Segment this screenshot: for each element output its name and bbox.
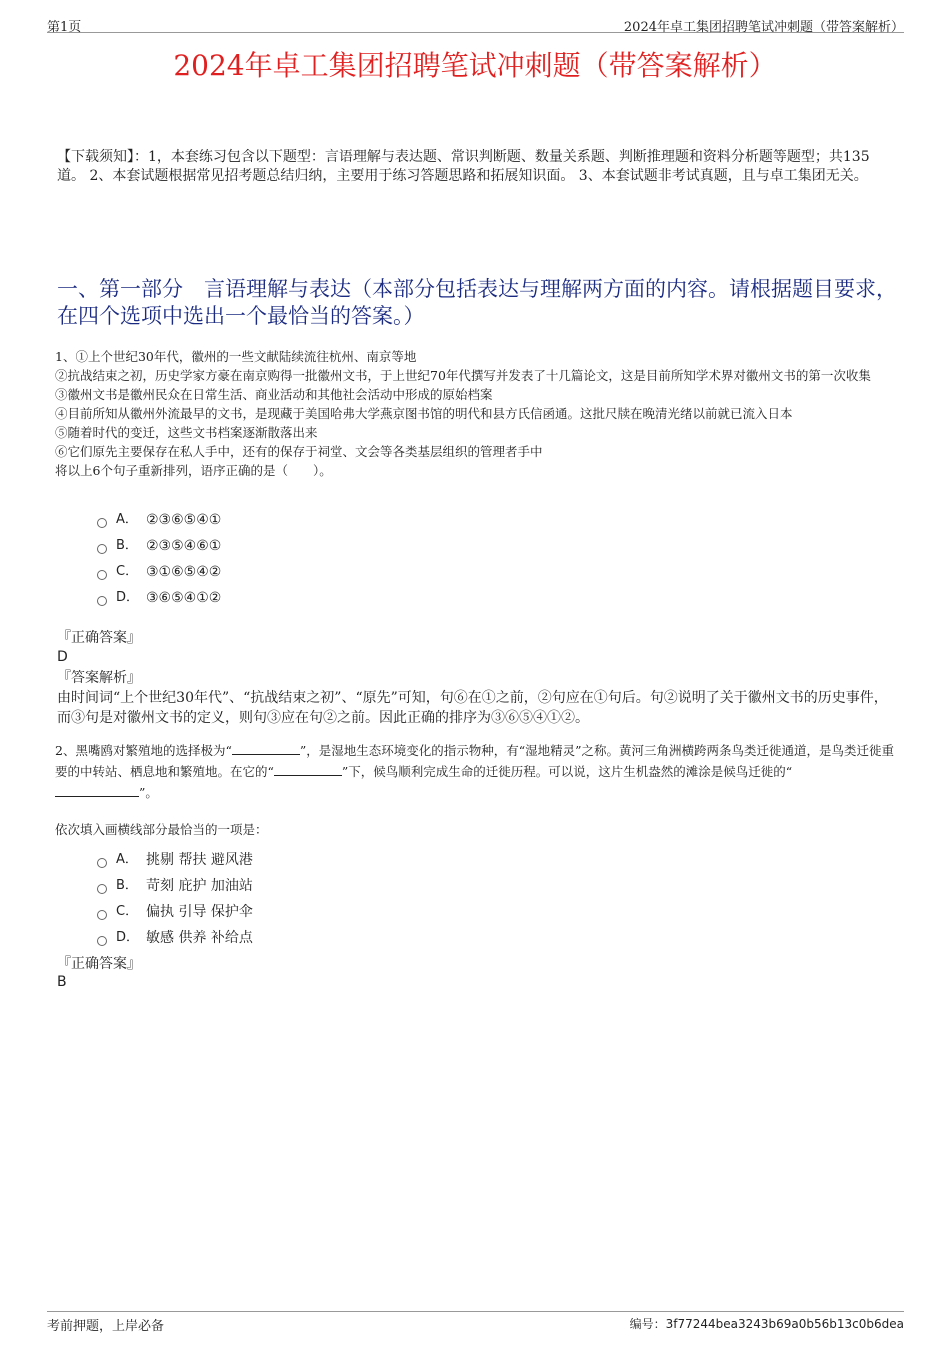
q1-line: ②抗战结束之初，历史学家方豪在南京购得一批徽州文书，于上世纪70年代撰写并发表了十几篇论文，这是目前所知学术界对徽州文书的第一次收集	[55, 368, 871, 383]
q2-option-d[interactable]: D． 敏感 供养 补给点	[97, 925, 253, 951]
header-doc-title: 2024年卓工集团招聘笔试冲刺题（带答案解析）	[623, 20, 904, 35]
q2-passage: 2、黑嘴鸥对繁殖地的选择极为“ ”，是湿地生态环境变化的指示物种，有“湿地精灵”之称。黄河三角洲横跨两条鸟类迁徙通道，是鸟类迁徙重要的中转站、栖息地和繁殖地。在它的“ ”下，候鸟顺利完成生命的迁徙历程。可以说，这片生机盎然的滩涂是候鸟迁徙的“ ”。	[55, 743, 895, 800]
q2-option-a[interactable]: A． 挑剔 帮扶 避风港	[97, 847, 253, 873]
page-footer	[47, 1311, 904, 1332]
q1-analysis: 由时间词“上个世纪30年代”、“抗战结束之初”、“原先”可知，句⑥在①之前，②句应在①句后。句②说明了关于徽州文书的历史事件，而③句是对徽州文书的定义，则句③应在句②之前。因此正确的排序为③⑥⑤④①②。	[57, 690, 888, 726]
q1-line: ③徽州文书是徽州民众在日常生活、商业活动和其他社会活动中形成的原始档案	[55, 387, 493, 402]
q1-line: ⑥它们原先主要保存在私人手中，还有的保存于祠堂、文会等各类基层组织的管理者手中	[55, 444, 543, 459]
q1-analysis-label: 『答案解析』	[57, 670, 141, 686]
q2-prompt: 依次填入画横线部分最恰当的一项是：	[55, 822, 268, 837]
q1-options	[97, 507, 221, 611]
q1-option-d[interactable]: D． ③⑥⑤④①②	[97, 585, 221, 611]
q1-line: ⑤随着时代的变迁，这些文书档案逐渐散落出来	[55, 425, 318, 440]
page-title: 2024年卓工集团招聘笔试冲刺题（带答案解析）	[173, 49, 777, 82]
page-header	[47, 14, 904, 33]
fill-blank	[274, 763, 342, 776]
q1-option-c[interactable]: C． ③①⑥⑤④②	[97, 559, 221, 585]
q2-options	[97, 847, 253, 951]
q2-option-b[interactable]: B． 苛刻 庇护 加油站	[97, 873, 253, 899]
radio-button[interactable]	[97, 910, 107, 920]
q2-answer: B	[57, 974, 67, 990]
radio-button[interactable]	[97, 518, 107, 528]
q1-answer: D	[57, 649, 68, 665]
question-2-stem	[55, 740, 900, 840]
q1-line: ④目前所知从徽州外流最早的文书，是现藏于美国哈弗大学燕京图书馆的明代和县方氏信函通。这批尺牍在晚清光绪以前就已流入日本	[55, 406, 793, 421]
q2-answer-label: 『正确答案』	[57, 956, 141, 972]
q1-line: 将以上6个句子重新排列，语序正确的是（ ）。	[55, 463, 332, 478]
section-heading: 一、第一部分 言语理解与表达（本部分包括表达与理解两方面的内容。请根据题目要求，在四个选项中选出一个最恰当的答案。）	[57, 277, 897, 328]
radio-button[interactable]	[97, 596, 107, 606]
fill-blank	[55, 784, 139, 797]
radio-button[interactable]	[97, 884, 107, 894]
q2-option-c[interactable]: C． 偏执 引导 保护伞	[97, 899, 253, 925]
radio-button[interactable]	[97, 936, 107, 946]
question-1-stem	[55, 347, 900, 480]
page-number: 第1页	[47, 20, 82, 35]
radio-button[interactable]	[97, 570, 107, 580]
q1-answer-label: 『正确答案』	[57, 630, 141, 646]
footer-serial: 编号：3f77244bea3243b69a0b56b13c0b6dea	[629, 1317, 904, 1331]
radio-button[interactable]	[97, 858, 107, 868]
radio-button[interactable]	[97, 544, 107, 554]
q1-option-b[interactable]: B． ②③⑤④⑥①	[97, 533, 221, 559]
download-notice: 【下载须知】：1，本套练习包含以下题型：言语理解与表达题、常识判断题、数量关系题、判断推理题和资料分析题等题型；共135道。 2、本套试题根据常见招考题总结归纳，主要用于练习答题思路和拓展知识面。 3、本套试题非考试真题，且与卓工集团无关。	[57, 149, 870, 184]
q1-line: 1、①上个世纪30年代，徽州的一些文献陆续流往杭州、南京等地	[55, 349, 417, 364]
q1-option-a[interactable]: A． ②③⑥⑤④①	[97, 507, 221, 533]
fill-blank	[232, 742, 300, 755]
footer-slogan: 考前押题，上岸必备	[47, 1319, 165, 1334]
